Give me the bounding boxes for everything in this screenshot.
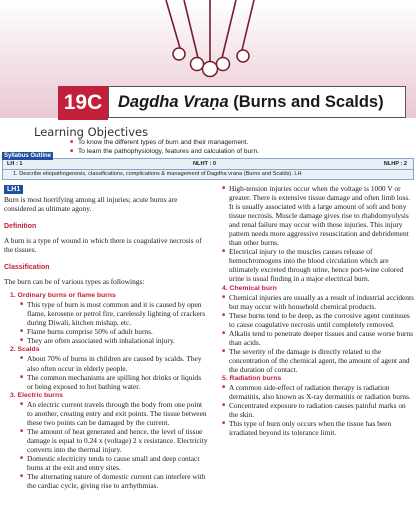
syllabus-topic-row: 1. Describe etiopathogenesis, classifications, complications & management of Dagdha vrana (Burns and Scalds). LH xyxy=(13,171,302,177)
learning-objectives-heading: Learning Objectives xyxy=(34,125,149,139)
objective-item: ■ To learn the pathophysiology, features and calculation of burn. xyxy=(70,147,259,156)
list-item: ■ The alternating nature of domestic current can interfere with the cardiac cycle, giving rise to arrhythmias. xyxy=(20,472,208,490)
list-item: ■ The severity of the damage is directly related to the concentration of the chemical agent, the amount of agent and the duration of contact. xyxy=(222,347,414,374)
nlht-hours: NLHT : 0 xyxy=(193,161,216,167)
intro-paragraph: Burn is most horrifying among all injuries; acute burns are considered as ultimate agony. xyxy=(4,195,178,214)
learning-objectives-list xyxy=(70,138,259,156)
list-item: ■ This type of burn only occurs when the tissue has been irradiated beyond its tolerance limit. xyxy=(222,419,414,437)
chemical-burn-list xyxy=(222,293,414,374)
syllabus-outline-label: Syllabus Outline xyxy=(4,153,52,159)
syllabus-hours-row xyxy=(3,160,413,169)
electric-burns-heading: 3. Electric burns xyxy=(10,391,63,399)
list-item: ■ Flame burns comprise 50% of adult burns. xyxy=(20,327,208,336)
syllabus-outline-table xyxy=(2,158,414,180)
list-item: ■ These burns tend to be deep, as the corrosive agent continues to cause coagulative necrosis until completely removed. xyxy=(222,311,414,329)
electric-burns-list-cont xyxy=(222,184,414,284)
radiation-burns-heading: 5. Radiation burns xyxy=(222,374,282,382)
scalds-heading: 2. Scalds xyxy=(10,346,40,354)
list-item: ■ They are often associated with inhalational injury. xyxy=(20,336,208,345)
electric-burns-list xyxy=(4,400,208,490)
definition-paragraph: A burn is a type of wound in which there is coagulative necrosis of the tissues. xyxy=(4,236,202,255)
list-item: ■ Electrical injury to the muscles causes release of hemochromogens into the blood circulation which are ultimately excreted through urine, hence port-wine colored urine is usual finding in a major electrical burn. xyxy=(222,247,414,283)
list-item: ■ Alkalis tend to penetrate deeper tissues and cause worse burns than acids. xyxy=(222,329,414,347)
radiation-burns-list xyxy=(222,383,414,437)
nlhp-hours: NLHP : 2 xyxy=(383,161,407,167)
list-item: ■ The amount of heat generated and hence, the level of tissue damage is equal to 0.24 x (voltage) 2 x resistance. Electricity converts into the thermal injury. xyxy=(20,427,208,454)
list-item: ■ Chemical injuries are usually as a result of industrial accidents but may occur with household chemical products. xyxy=(222,293,414,311)
chemical-burn-heading: 4. Chemical burn xyxy=(222,284,277,292)
objective-item: ■ To know the different types of burn and their management. xyxy=(70,138,259,147)
classification-heading: Classification xyxy=(4,264,50,272)
lh-hours: LH : 1 xyxy=(7,161,23,167)
lh-badge: LH1 xyxy=(4,185,23,194)
ordinary-burns-list xyxy=(4,300,208,345)
syllabus-divider xyxy=(3,169,413,170)
classification-intro: The burn can be of various types as followings: xyxy=(4,277,145,287)
list-item: ■ This type of burn is most common and it is caused by open flame, kerosene or petrol fire, carelessly lighting of crackers during Diwali, kitchen mishap, etc. xyxy=(20,300,208,327)
chapter-title-sanskrit: Dagdha Vraṇa xyxy=(118,93,229,111)
list-item: ■ About 70% of burns in children are caused by scalds. They also often occur in elderly people. xyxy=(20,354,208,372)
list-item: ■ Domestic electricity tends to cause small and deep contact burns at the exit and entry sites. xyxy=(20,454,208,472)
list-item: ■ Concentrated exposure to radiation causes painful marks on the skin. xyxy=(222,401,414,419)
chapter-title-english: (Burns and Scalds) xyxy=(228,93,384,111)
chapter-title xyxy=(108,86,406,118)
scalds-list xyxy=(4,354,208,390)
list-item: ■ A common side-effect of radiation therapy is radiation dermatitis, also known as X-ray dermatitis or radiation burns. xyxy=(222,383,414,401)
list-item: ■ An electric current travels through the body from one point to another, creating entry and exit points. The tissue between these two points can be damaged by the current. xyxy=(20,400,208,427)
definition-heading: Definition xyxy=(4,223,37,231)
left-column xyxy=(4,184,208,490)
list-item: ■ High-tension injuries occur when the voltage is 1000 V or greater. There is extensive tissue damage and often limb loss. It is usually associated with a large amount of soft and bony tissue necrosis. Muscle damage gives rise to rhabdomyolysis and renal failure may occur with these injuries. This injury pattern needs more aggressive resuscitation and debridement than other burns. xyxy=(222,184,414,247)
list-item: ■ The common mechanisms are spilling hot drinks or liquids or being exposed to hot bathing water. xyxy=(20,373,208,391)
ladle-illustration xyxy=(150,0,270,92)
chapter-number: 19C xyxy=(58,86,108,120)
ordinary-burns-heading: 1. Ordinary burns or flame burns xyxy=(10,292,116,300)
right-column xyxy=(222,184,414,437)
